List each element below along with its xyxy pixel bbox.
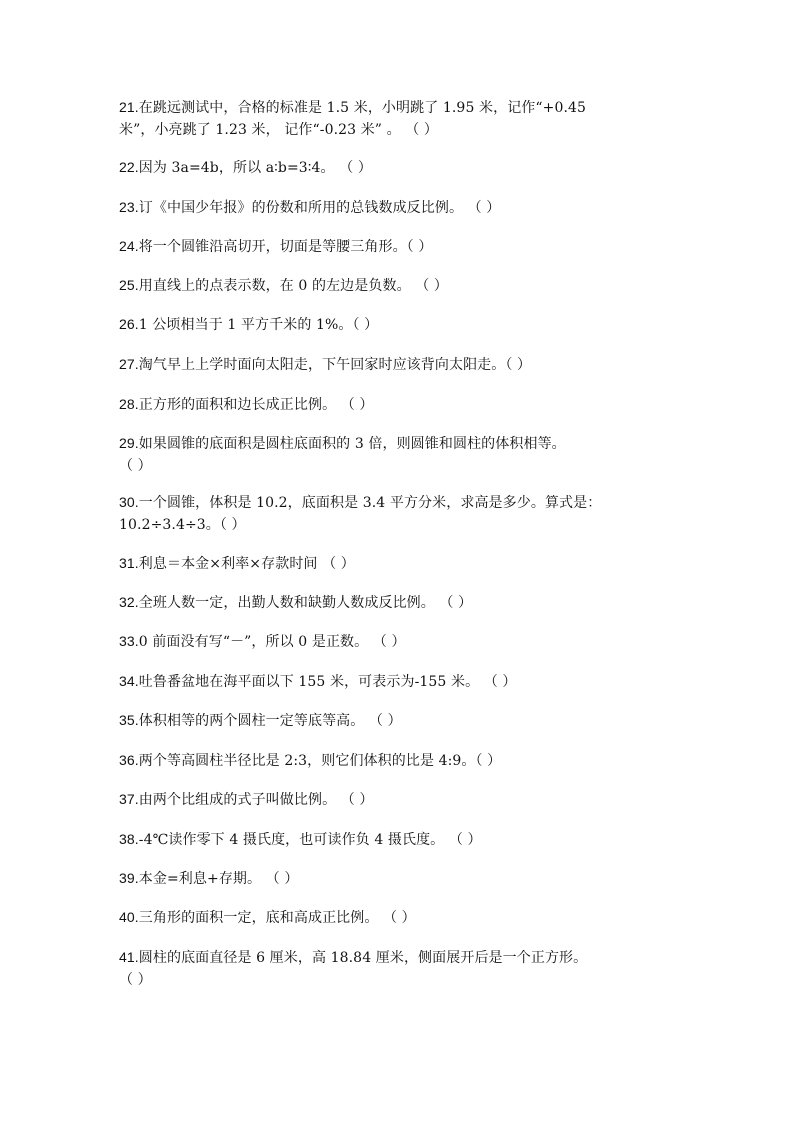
question-23	[119, 196, 679, 219]
question-36	[119, 749, 679, 772]
question-number: 21.	[119, 99, 139, 115]
question-39	[119, 867, 679, 890]
question-25	[119, 274, 679, 297]
question-number: 25.	[119, 277, 139, 293]
question-number: 38.	[119, 831, 139, 847]
question-number: 22.	[119, 159, 139, 175]
question-text: 利息＝本金×利率×存款时间 （ ）	[138, 556, 355, 572]
question-28	[119, 393, 679, 416]
question-32	[119, 591, 679, 614]
question-26	[119, 313, 679, 336]
question-35	[119, 709, 679, 732]
question-40	[119, 906, 679, 929]
question-number: 37.	[119, 791, 139, 807]
question-number: 23.	[119, 199, 139, 215]
question-text: 全班人数一定，出勤人数和缺勤人数成反比例。 （ ）	[138, 595, 473, 611]
question-text: 在跳远测试中，合格的标准是 1.5 米，小明跳了 1.95 米，记作“+0.45 米”，小亮跳了 1.23 米， 记作“-0.23 米” 。 （ ）	[119, 100, 587, 138]
question-number: 26.	[119, 316, 139, 332]
question-27	[119, 353, 679, 376]
question-29	[119, 432, 679, 477]
question-text: 体积相等的两个圆柱一定等底等高。 （ ）	[138, 713, 402, 729]
question-number: 27.	[119, 356, 139, 372]
question-31	[119, 552, 679, 575]
question-38	[119, 828, 679, 851]
question-text: 淘气早上上学时面向太阳走，下午回家时应该背向太阳走。（ ）	[138, 357, 532, 373]
question-number: 24.	[119, 238, 139, 254]
question-text: 订《中国少年报》的份数和所用的总钱数成反比例。 （ ）	[138, 200, 501, 216]
question-number: 30.	[119, 494, 139, 510]
question-text: 因为 3a=4b，所以 a∶b=3∶4。 （ ）	[138, 160, 372, 176]
question-number: 34.	[119, 673, 139, 689]
question-text: -4℃读作零下 4 摄氏度，也可读作负 4 摄氏度。 （ ）	[138, 832, 482, 848]
question-text: 如果圆锥的底面积是圆柱底面积的 3 倍，则圆锥和圆柱的体积相等。 （ ）	[119, 436, 566, 474]
question-number: 39.	[119, 870, 139, 886]
question-text: 将一个圆锥沿高切开，切面是等腰三角形。（ ）	[138, 239, 433, 255]
question-22	[119, 156, 679, 179]
question-text: 一个圆锥，体积是 10.2，底面积是 3.4 平方分米，求高是多少。算式是： 10.2÷3.4÷3。（ ）	[119, 495, 602, 533]
question-number: 33.	[119, 633, 139, 649]
question-number: 31.	[119, 555, 139, 571]
question-text: 1 公顷相当于 1 平方千米的 1%。（ ）	[138, 317, 379, 333]
question-text: 本金=利息+存期。 （ ）	[138, 871, 299, 887]
question-text: 三角形的面积一定，底和高成正比例。 （ ）	[138, 910, 416, 926]
question-text: 用直线上的点表示数，在 0 的左边是负数。 （ ）	[138, 278, 448, 294]
question-number: 35.	[119, 712, 139, 728]
question-24	[119, 235, 679, 258]
question-number: 40.	[119, 909, 139, 925]
question-30	[119, 491, 679, 536]
question-text: 正方形的面积和边长成正比例。 （ ）	[138, 397, 374, 413]
question-text: 由两个比组成的式子叫做比例。 （ ）	[138, 792, 374, 808]
question-37	[119, 788, 679, 811]
question-34	[119, 670, 679, 693]
question-number: 32.	[119, 594, 139, 610]
question-number: 36.	[119, 752, 139, 768]
question-21	[119, 96, 679, 141]
question-text: 两个等高圆柱半径比是 2:3，则它们体积的比是 4:9。（ ）	[138, 753, 502, 769]
question-text: 圆柱的底面直径是 6 厘米，高 18.84 厘米，侧面展开后是一个正方形。 （ ）	[119, 950, 588, 988]
question-text: 吐鲁番盆地在海平面以下 155 米，可表示为-155 米。 （ ）	[138, 674, 517, 690]
question-text: 0 前面没有写“－”，所以 0 是正数。 （ ）	[138, 634, 406, 650]
question-41	[119, 946, 679, 991]
question-number: 28.	[119, 396, 139, 412]
question-number: 29.	[119, 435, 139, 451]
question-number: 41.	[119, 949, 139, 965]
question-33	[119, 630, 679, 653]
